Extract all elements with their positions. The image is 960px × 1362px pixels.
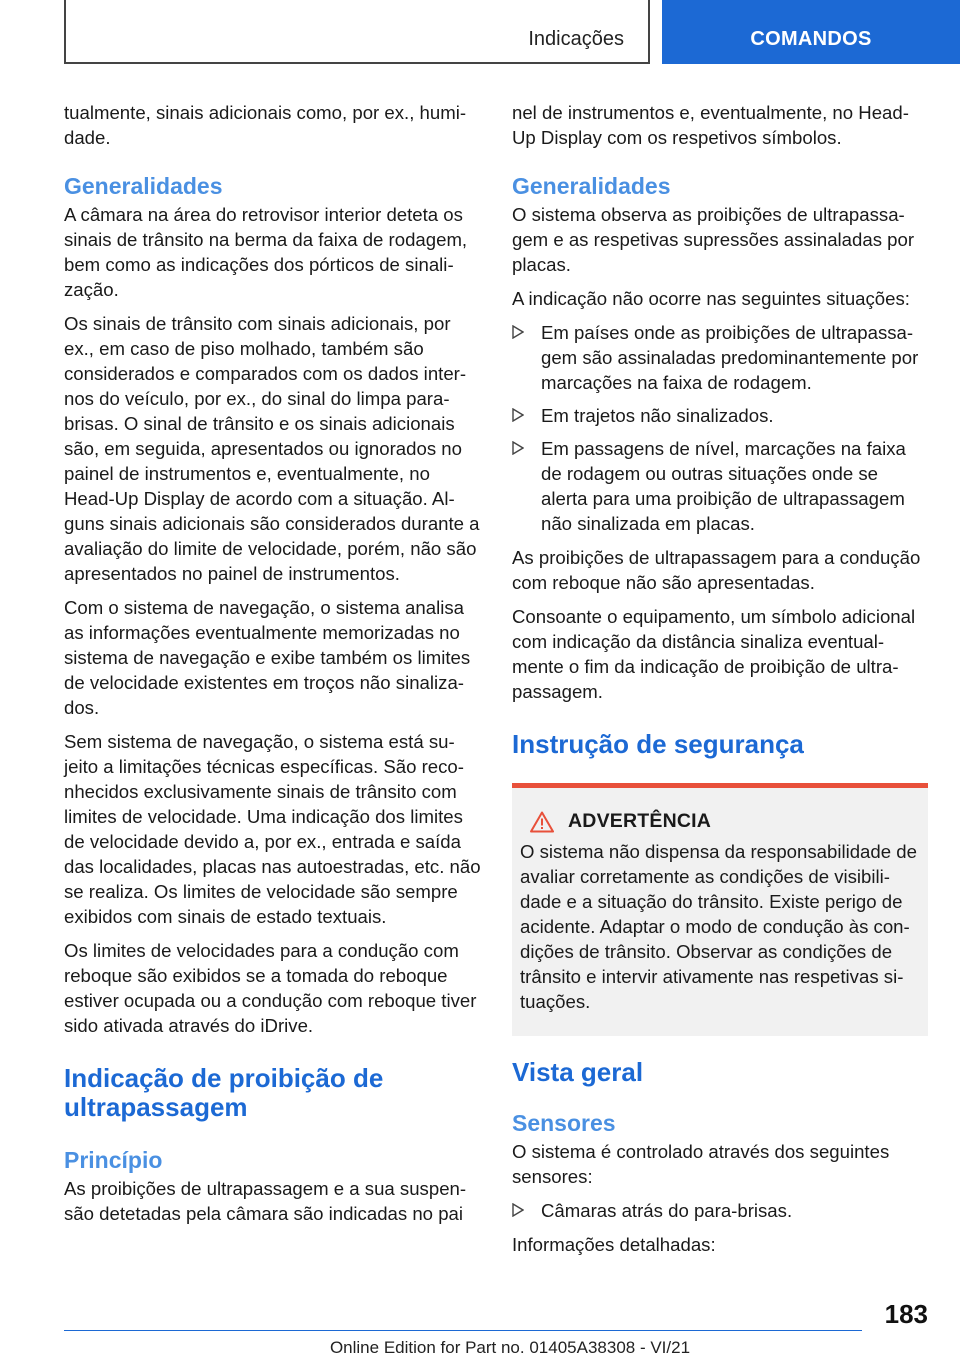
paragraph: As proibições de ultrapassagem para a condução com reboque não são apresentadas. (512, 547, 921, 593)
left-column (64, 100, 482, 1235)
paragraph: Os sinais de trânsito com sinais adicionais, por ex., em caso de piso molhado, também são considerados e comparados com os dados internos do veículo, por ex., do sinal do limpa para-brisas. O sinal de trânsito e os sinais adicionais são, em seguida, apresentados ou ignorados no painel de instrumentos e, eventualmente, no Head-Up Display de acordo com a situação. Alguns sinais adicionais são considerados durante a avaliação do limite de velocidade, porém, não são apresentados no painel de instrumentos. (64, 313, 480, 584)
list-item-text: Em países onde as proibições de ultrapassagem são assinaladas predominantemente por marcações na faixa de rodagem. (541, 322, 919, 393)
list-item (512, 320, 928, 395)
bullet-list-sensors (512, 1198, 928, 1223)
list-item-text: Em passagens de nível, marcações na faixa de rodagem ou outras situações onde se alerta para uma proibição de ultrapassagem não sinalizada em placas. (541, 438, 906, 534)
paragraph: A indicação não ocorre nas seguintes situações: (512, 288, 910, 309)
paragraph: O sistema observa as proibições de ultrapassagem e as respetivas supressões assinaladas por placas. (512, 204, 915, 275)
section-heading-safety: Instrução de segurança (512, 729, 804, 759)
list-item-text: Câmaras atrás do para-brisas. (541, 1200, 793, 1221)
arrow-bullet-icon (512, 325, 524, 339)
section-header-box (64, 0, 650, 64)
section-heading-overview: Vista geral (512, 1057, 644, 1087)
list-item-text: Em trajetos não sinalizados. (541, 405, 774, 426)
page-number: 183 (884, 1299, 928, 1329)
chapter-title: COMANDOS (750, 28, 872, 50)
subheading-sensores: Sensores (512, 1110, 616, 1136)
warning-title: ADVERTÊNCIA (568, 810, 712, 832)
section-heading-overtaking: Indicação de proibição de ultrapassagem (64, 1063, 384, 1122)
subheading-generalidades: Generalidades (512, 173, 671, 199)
list-item (512, 436, 928, 536)
bullet-list-situations (512, 320, 928, 536)
paragraph: nel de instrumentos e, eventualmente, no Head-Up Display com os respetivos símbolos. (512, 102, 909, 148)
section-title: Indicações (528, 28, 624, 50)
warning-triangle-icon (530, 811, 554, 833)
paragraph: Com o sistema de navegação, o sistema analisa as informações eventualmente memorizadas no sistema de navegação e exibe também os limites de velocidade existentes em troços não sinalizados. (64, 597, 471, 718)
subheading-principio: Princípio (64, 1147, 163, 1173)
footer-edition: Online Edition for Part no. 01405A38308 - VI/21 (329, 1338, 691, 1357)
paragraph: Os limites de velocidades para a condução com reboque são exibidos se a tomada do reboque estiver ocupada ou a condução com reboque tiver sido ativada através do iDrive. (64, 940, 477, 1036)
arrow-bullet-icon (512, 408, 524, 422)
paragraph: A câmara na área do retrovisor interior deteta os sinais de trânsito na berma da faixa de rodagem, bem como as indicações dos pórticos de sinalização. (64, 204, 468, 300)
list-item (512, 403, 928, 428)
arrow-bullet-icon (512, 1203, 524, 1217)
list-item (512, 1198, 928, 1223)
right-column (512, 100, 928, 1266)
paragraph: Sem sistema de navegação, o sistema está sujeito a limitações técnicas específicas. São reconhecidos exclusivamente sinais de trânsito com limites de velocidade. Uma indicação dos limites de velocidade devido a, por ex., entrada e saída das localidades, placas nas autoestradas, etc. não se realiza. Os limites de velocidade são sempre exibidos com sinais de estado textuais. (64, 731, 481, 927)
paragraph: Consoante o equipamento, um símbolo adicional com indicação da distância sinaliza eventualmente o fim da indicação de proibição de ultrapassagem. (512, 606, 916, 702)
page-header (0, 0, 960, 66)
subheading-generalidades: Generalidades (64, 173, 223, 199)
arrow-bullet-icon (512, 441, 524, 455)
warning-text: O sistema não dispensa da responsabilidade de avaliar corretamente as condições de visibilidade e a situação do trânsito. Existe perigo de acidente. Adaptar o modo de condução às condições de trânsito. Observar as condições de trânsito e intervir ativamente nas respetivas situações. (520, 841, 917, 1012)
paragraph: O sistema é controlado através dos seguintes sensores: (512, 1141, 890, 1187)
footer-divider (64, 1330, 862, 1331)
paragraph: tualmente, sinais adicionais como, por ex., humidade. (64, 102, 467, 148)
warning-header (520, 810, 920, 833)
warning-box (512, 783, 928, 1036)
paragraph: As proibições de ultrapassagem e a sua suspensão detetadas pela câmara são indicadas no pai (64, 1178, 467, 1224)
paragraph: Informações detalhadas: (512, 1234, 716, 1255)
chapter-tab (662, 0, 960, 64)
